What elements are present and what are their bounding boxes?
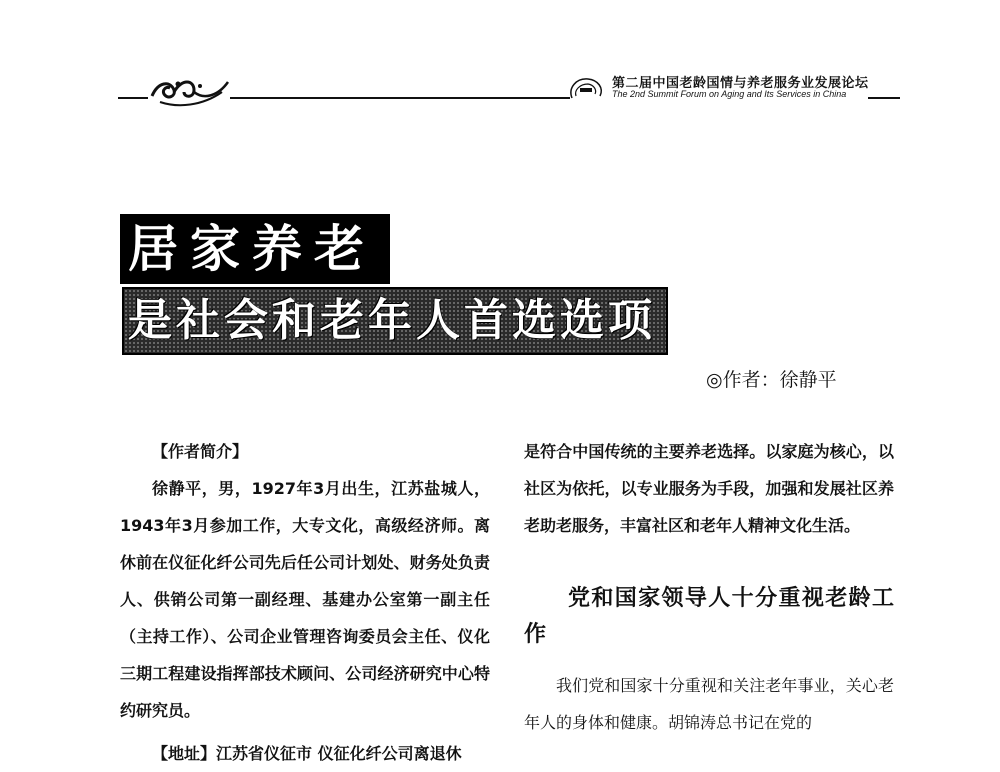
section-heading: 党和国家领导人十分重视老龄工作 — [524, 586, 894, 647]
page-header — [0, 0, 1000, 120]
author-byline: ◎作者：徐静平 — [706, 369, 837, 391]
right-paragraph-1: 是符合中国传统的主要养老选择。以家庭为核心，以社区为依托，以专业服务为手段，加强和发展社区养老助老服务，丰富社区和老年人精神文化生活。 — [524, 442, 894, 535]
article-title-line1: 居家养老 — [120, 214, 390, 284]
header-rule-left — [118, 97, 148, 99]
forum-title-cn: 第二届中国老龄国情与养老服务业发展论坛 — [612, 76, 869, 91]
floral-ornament-icon — [148, 74, 230, 108]
right-paragraph-2: 我们党和国家十分重视和关注老年事业，关心老年人的身体和健康。胡锦涛总书记在党的 — [524, 676, 894, 732]
left-column — [120, 433, 490, 772]
bio-heading: 【作者简介】 — [152, 442, 249, 461]
right-column — [524, 433, 894, 741]
header-rule-mid — [230, 97, 570, 99]
bio-text: 徐静平，男，1927年3月出生，江苏盐城人，1943年3月参加工作，大专文化，高级经济师。离休前在仪征化纤公司先后任公司计划处、财务处负责人、供销公司第一副经理、基建办公室第一副主任（主持工作）、公司企业管理咨询委员会主任、仪化三期工程建设指挥部技术顾问、公司经济研究中心特约研究员。 — [120, 479, 490, 720]
forum-title-en: The 2nd Summit Forum on Aging and Its Services in China — [612, 89, 847, 99]
article-title-line2: 是社会和老年人首选选项 — [122, 287, 668, 355]
section-spacer — [524, 544, 894, 581]
forum-logo-icon — [566, 76, 606, 102]
header-rule-right — [868, 97, 900, 99]
address-text: 【地址】江苏省仪征市 仪征化纤公司离退休 — [152, 744, 462, 763]
